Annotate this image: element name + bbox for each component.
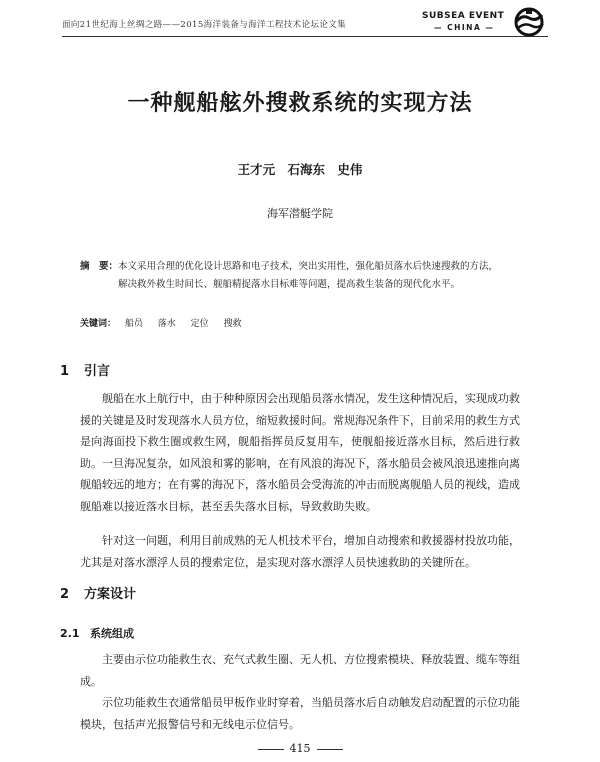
section-number: 2	[60, 587, 70, 602]
emblem-icon	[510, 6, 548, 38]
section-number: 1	[60, 364, 70, 379]
subsection-number: 2.1	[60, 627, 80, 640]
page-number: 415	[289, 742, 311, 755]
running-title: 面向21世纪海上丝绸之路——2015海洋装备与海洋工程技术论坛论文集	[62, 20, 347, 30]
paper-title: 一种舰船舷外搜救系统的实现方法	[127, 91, 473, 116]
footer-dash-left	[258, 749, 284, 750]
paper-authors: 王才元 石海东 史伟	[237, 162, 363, 177]
section-heading-2	[60, 583, 136, 602]
keywords-label: 关键词：	[80, 319, 117, 329]
keyword: 落水	[157, 319, 176, 329]
running-header	[62, 11, 548, 37]
subsection-title: 系统组成	[90, 627, 134, 640]
abstract-text: 本文采用合理的优化设计思路和电子技术，突出实用性，强化船员落水后快速搜救的方法，解决救外救生时间长、舰船精捉落水目标难等问题，提高救生装备的现代化水平。	[118, 261, 499, 290]
conference-logo	[418, 8, 548, 36]
keyword: 搜救	[223, 319, 242, 329]
paragraph: 示位功能救生衣通常船员甲板作业时穿着，当船员落水后自动触发启动配置的示位功能模块，包括声光报警信号和无线电示位信号。	[80, 696, 520, 731]
page-footer	[0, 742, 600, 755]
logo-line2: — CHINA —	[434, 23, 495, 32]
paragraph: 主要由示位功能救生衣、充气式救生圈、无人机、方位搜索模块、释放装置、缆车等组成。	[80, 653, 520, 688]
keywords	[80, 316, 254, 329]
section-title: 方案设计	[84, 587, 137, 602]
abstract-label: 摘 要：	[80, 261, 119, 272]
paragraph: 针对这一问题，利用目前成熟的无人机技术平台，增加自动搜索和救援器材投放功能，尤其是对落水漂浮人员的搜索定位，是实现对落水漂浮人员快速救助的关键所在。	[80, 534, 520, 569]
paper-affiliation: 海军潜艇学院	[267, 207, 333, 220]
section-title: 引言	[84, 364, 111, 379]
abstract	[80, 258, 500, 294]
keyword: 定位	[190, 319, 209, 329]
footer-dash-right	[317, 749, 343, 750]
section-heading-1	[60, 360, 110, 379]
keyword: 船员	[124, 319, 143, 329]
logo-line1: SUBSEA EVENT	[422, 11, 505, 21]
paragraph: 舰船在水上航行中，由于种种原因会出现船员落水情况，发生这种情况后，实现成功救援的关键是及时发现落水人员方位，缩短救援时间。常规海况条件下，目前采用的救生方式是向海面投下救生圈或救生网，舰船指挥员反复用车，使舰船接近落水目标，然后进行救助。一旦海况复杂，如风浪和雾的影响，在有风浪的海况下，落水船员会被风浪迅速推向离舰船较远的地方；在有雾的海况下，落水船员会受海流的冲击而脱离舰船人员的视线，造成舰船难以接近落水目标，甚至丢失落水目标，导致救助失败。	[80, 392, 520, 513]
subsection-heading	[60, 625, 134, 641]
